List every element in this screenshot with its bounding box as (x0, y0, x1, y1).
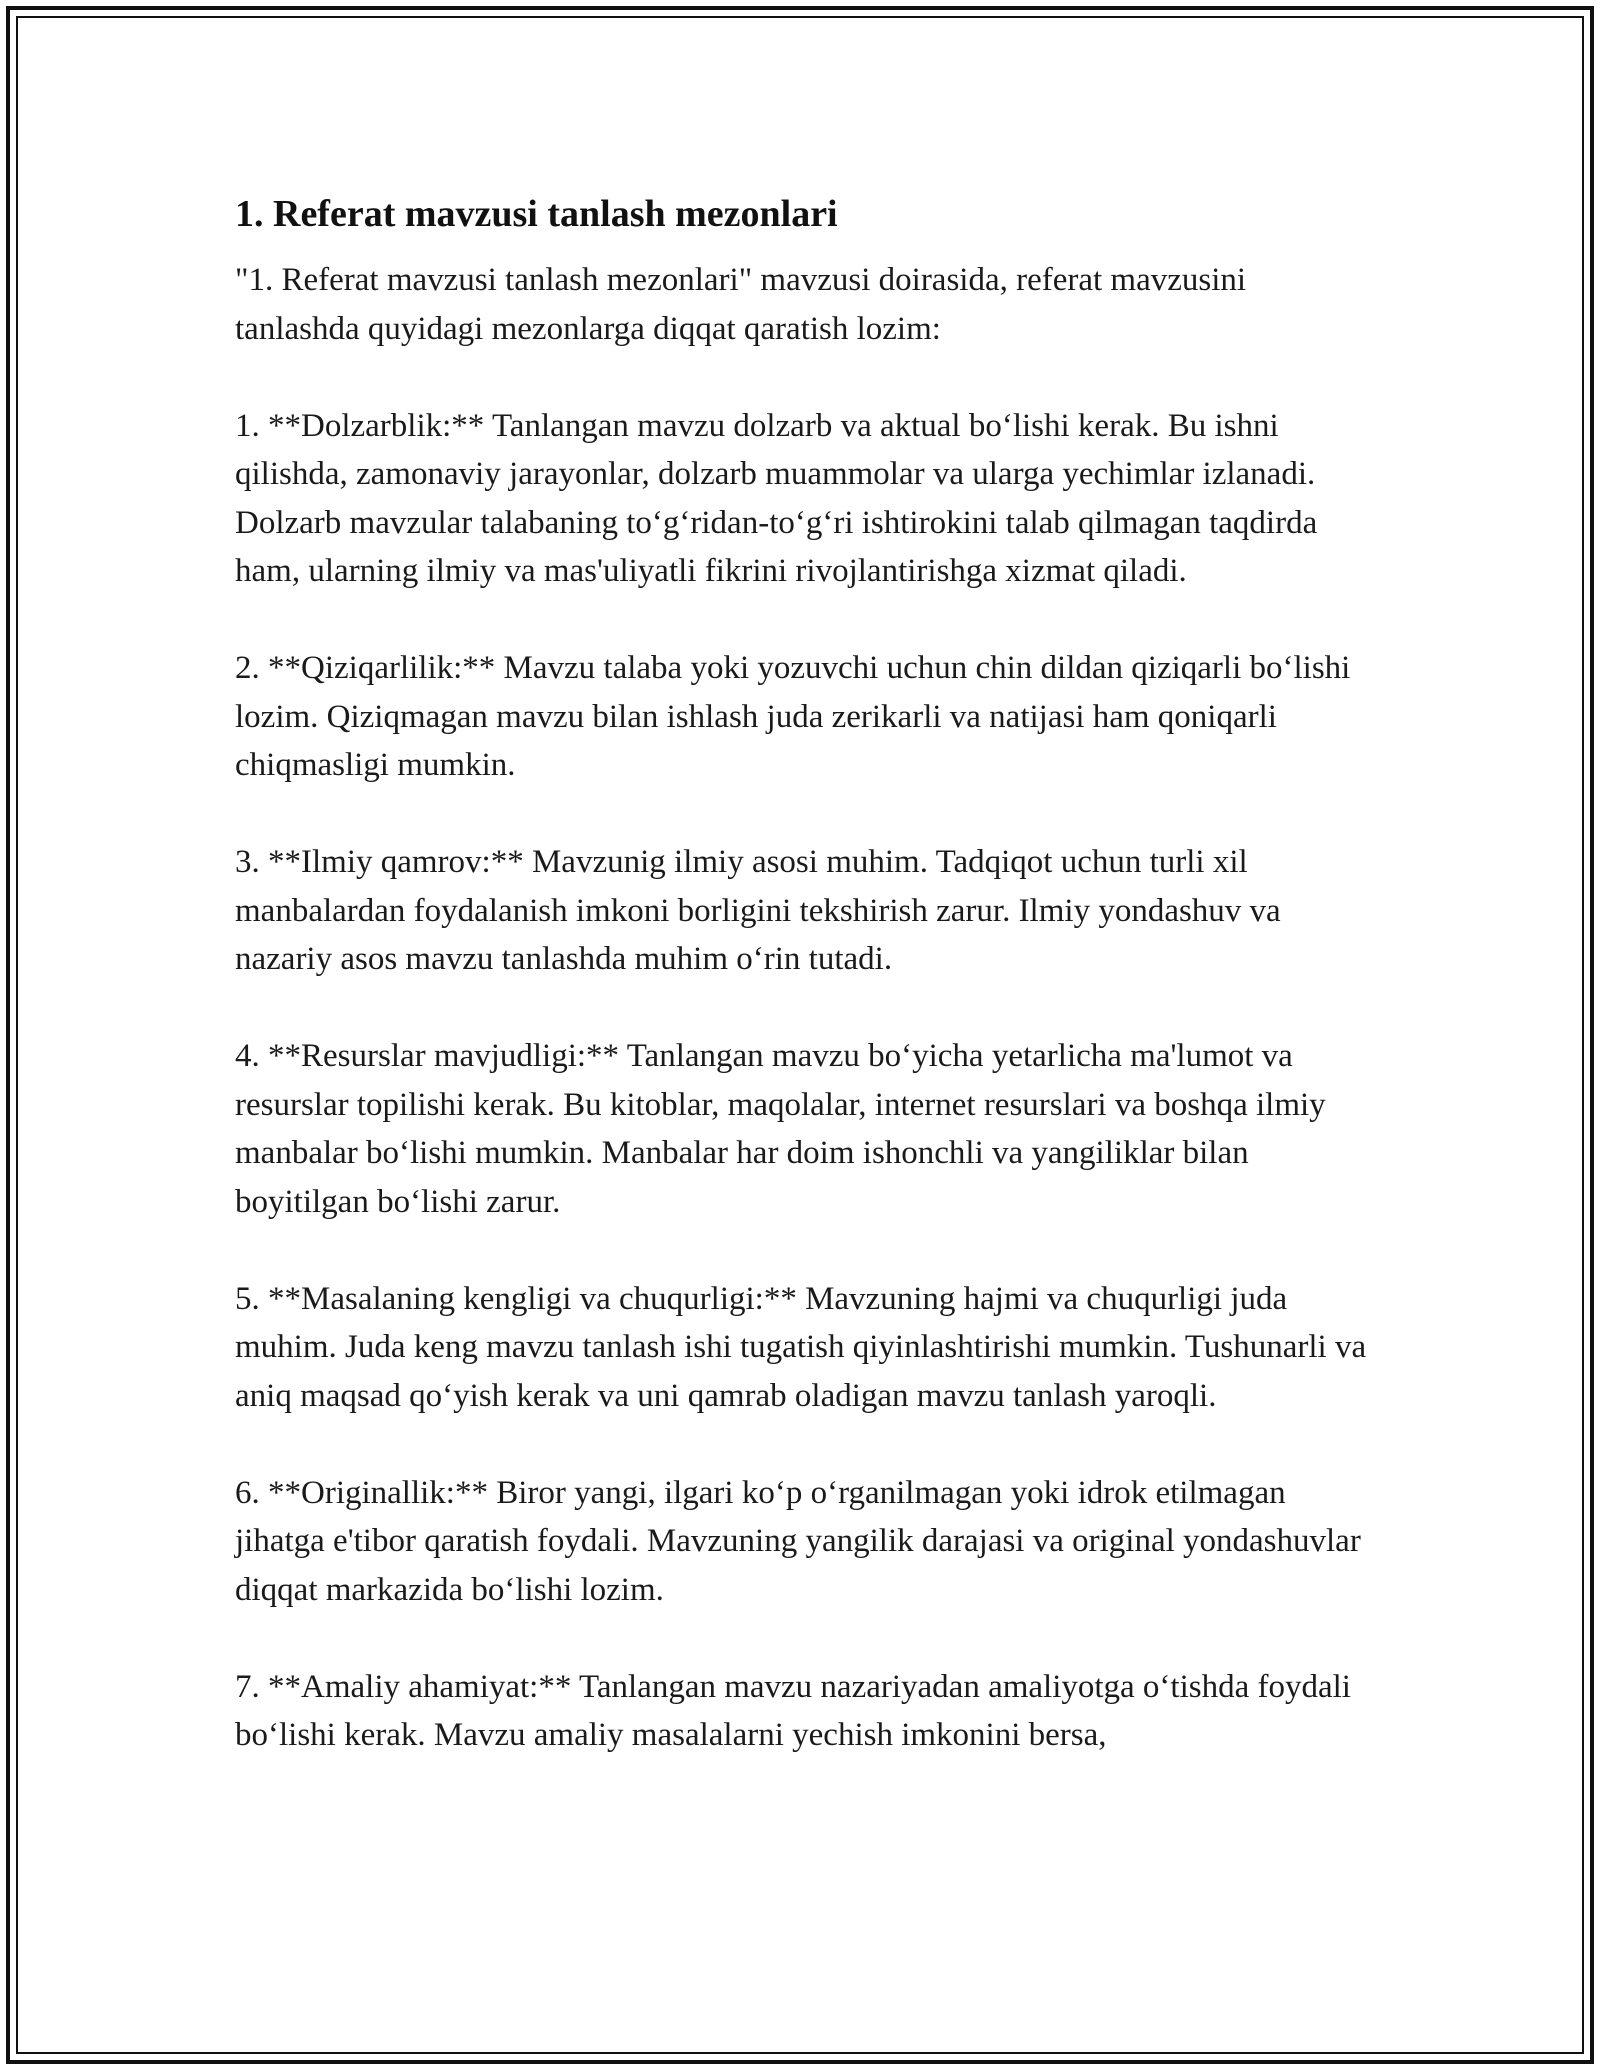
document-body (235, 188, 1375, 1760)
criterion-qiziqarlilik: 2. **Qiziqarlilik:** Mavzu talaba yoki yozuvchi uchun chin dildan qiziqarli bo‘lishi lozim. Qiziqmagan mavzu bilan ishlash juda zerikarli va natijasi ham qoniqarli chiqmasligi mumkin. (235, 650, 1351, 783)
criterion-kenglik-chuqurlik: 5. **Masalaning kengligi va chuqurligi:** Mavzuning hajmi va chuqurligi juda muhim. Juda keng mavzu tanlash ishi tugatish qiyinlashtirishi mumkin. Tushunarli va aniq maqsad qo‘yish kerak va uni qamrab oladigan mavzu tanlash yaroqli. (235, 1280, 1367, 1414)
intro-paragraph: "1. Referat mavzusi tanlash mezonlari" mavzusi doirasida, referat mavzusini tanlashda quyidagi mezonlarga diqqat qaratish lozim: (235, 262, 1247, 347)
criterion-resurslar-mavjudligi: 4. **Resurslar mavjudligi:** Tanlangan mavzu bo‘yicha yetarlicha ma'lumot va resurslar topilishi kerak. Bu kitoblar, maqolalar, internet resurslari va boshqa ilmiy manbalar bo‘lishi mumkin. Manbalar har doim ishonchli va yangiliklar bilan boyitilgan bo‘lishi zarur. (235, 1038, 1326, 1220)
criterion-originallik: 6. **Originallik:** Biror yangi, ilgari ko‘p o‘rganilmagan yoki idrok etilmagan jihatga e'tibor qaratish foydali. Mavzuning yangilik darajasi va original yondashuvlar diqqat markazida bo‘lishi lozim. (235, 1474, 1361, 1608)
criterion-dolzarblik: 1. **Dolzarblik:** Tanlangan mavzu dolzarb va aktual bo‘lishi kerak. Bu ishni qilishda, zamonaviy jarayonlar, dolzarb muammolar va ularga yechimlar izlanadi. Dolzarb mavzular talabaning to‘g‘ridan-to‘g‘ri ishtirokini talab qilmagan taqdirda ham, ularning ilmiy va mas'uliyatli fikrini rivojlantirishga xizmat qiladi. (235, 407, 1318, 589)
criterion-amaliy-ahamiyat: 7. **Amaliy ahamiyat:** Tanlangan mavzu nazariyadan amaliyotga o‘tishda foydali bo‘lishi kerak. Mavzu amaliy masalalarni yechish imkonini bersa, (235, 1668, 1351, 1753)
page-title: 1. Referat mavzusi tanlash mezonlari (235, 193, 838, 235)
criterion-ilmiy-qamrov: 3. **Ilmiy qamrov:** Mavzunig ilmiy asosi muhim. Tadqiqot uchun turli xil manbalardan foydalanish imkoni borligini tekshirish zarur. Ilmiy yondashuv va nazariy asos mavzu tanlashda muhim o‘rin tutadi. (235, 844, 1281, 977)
